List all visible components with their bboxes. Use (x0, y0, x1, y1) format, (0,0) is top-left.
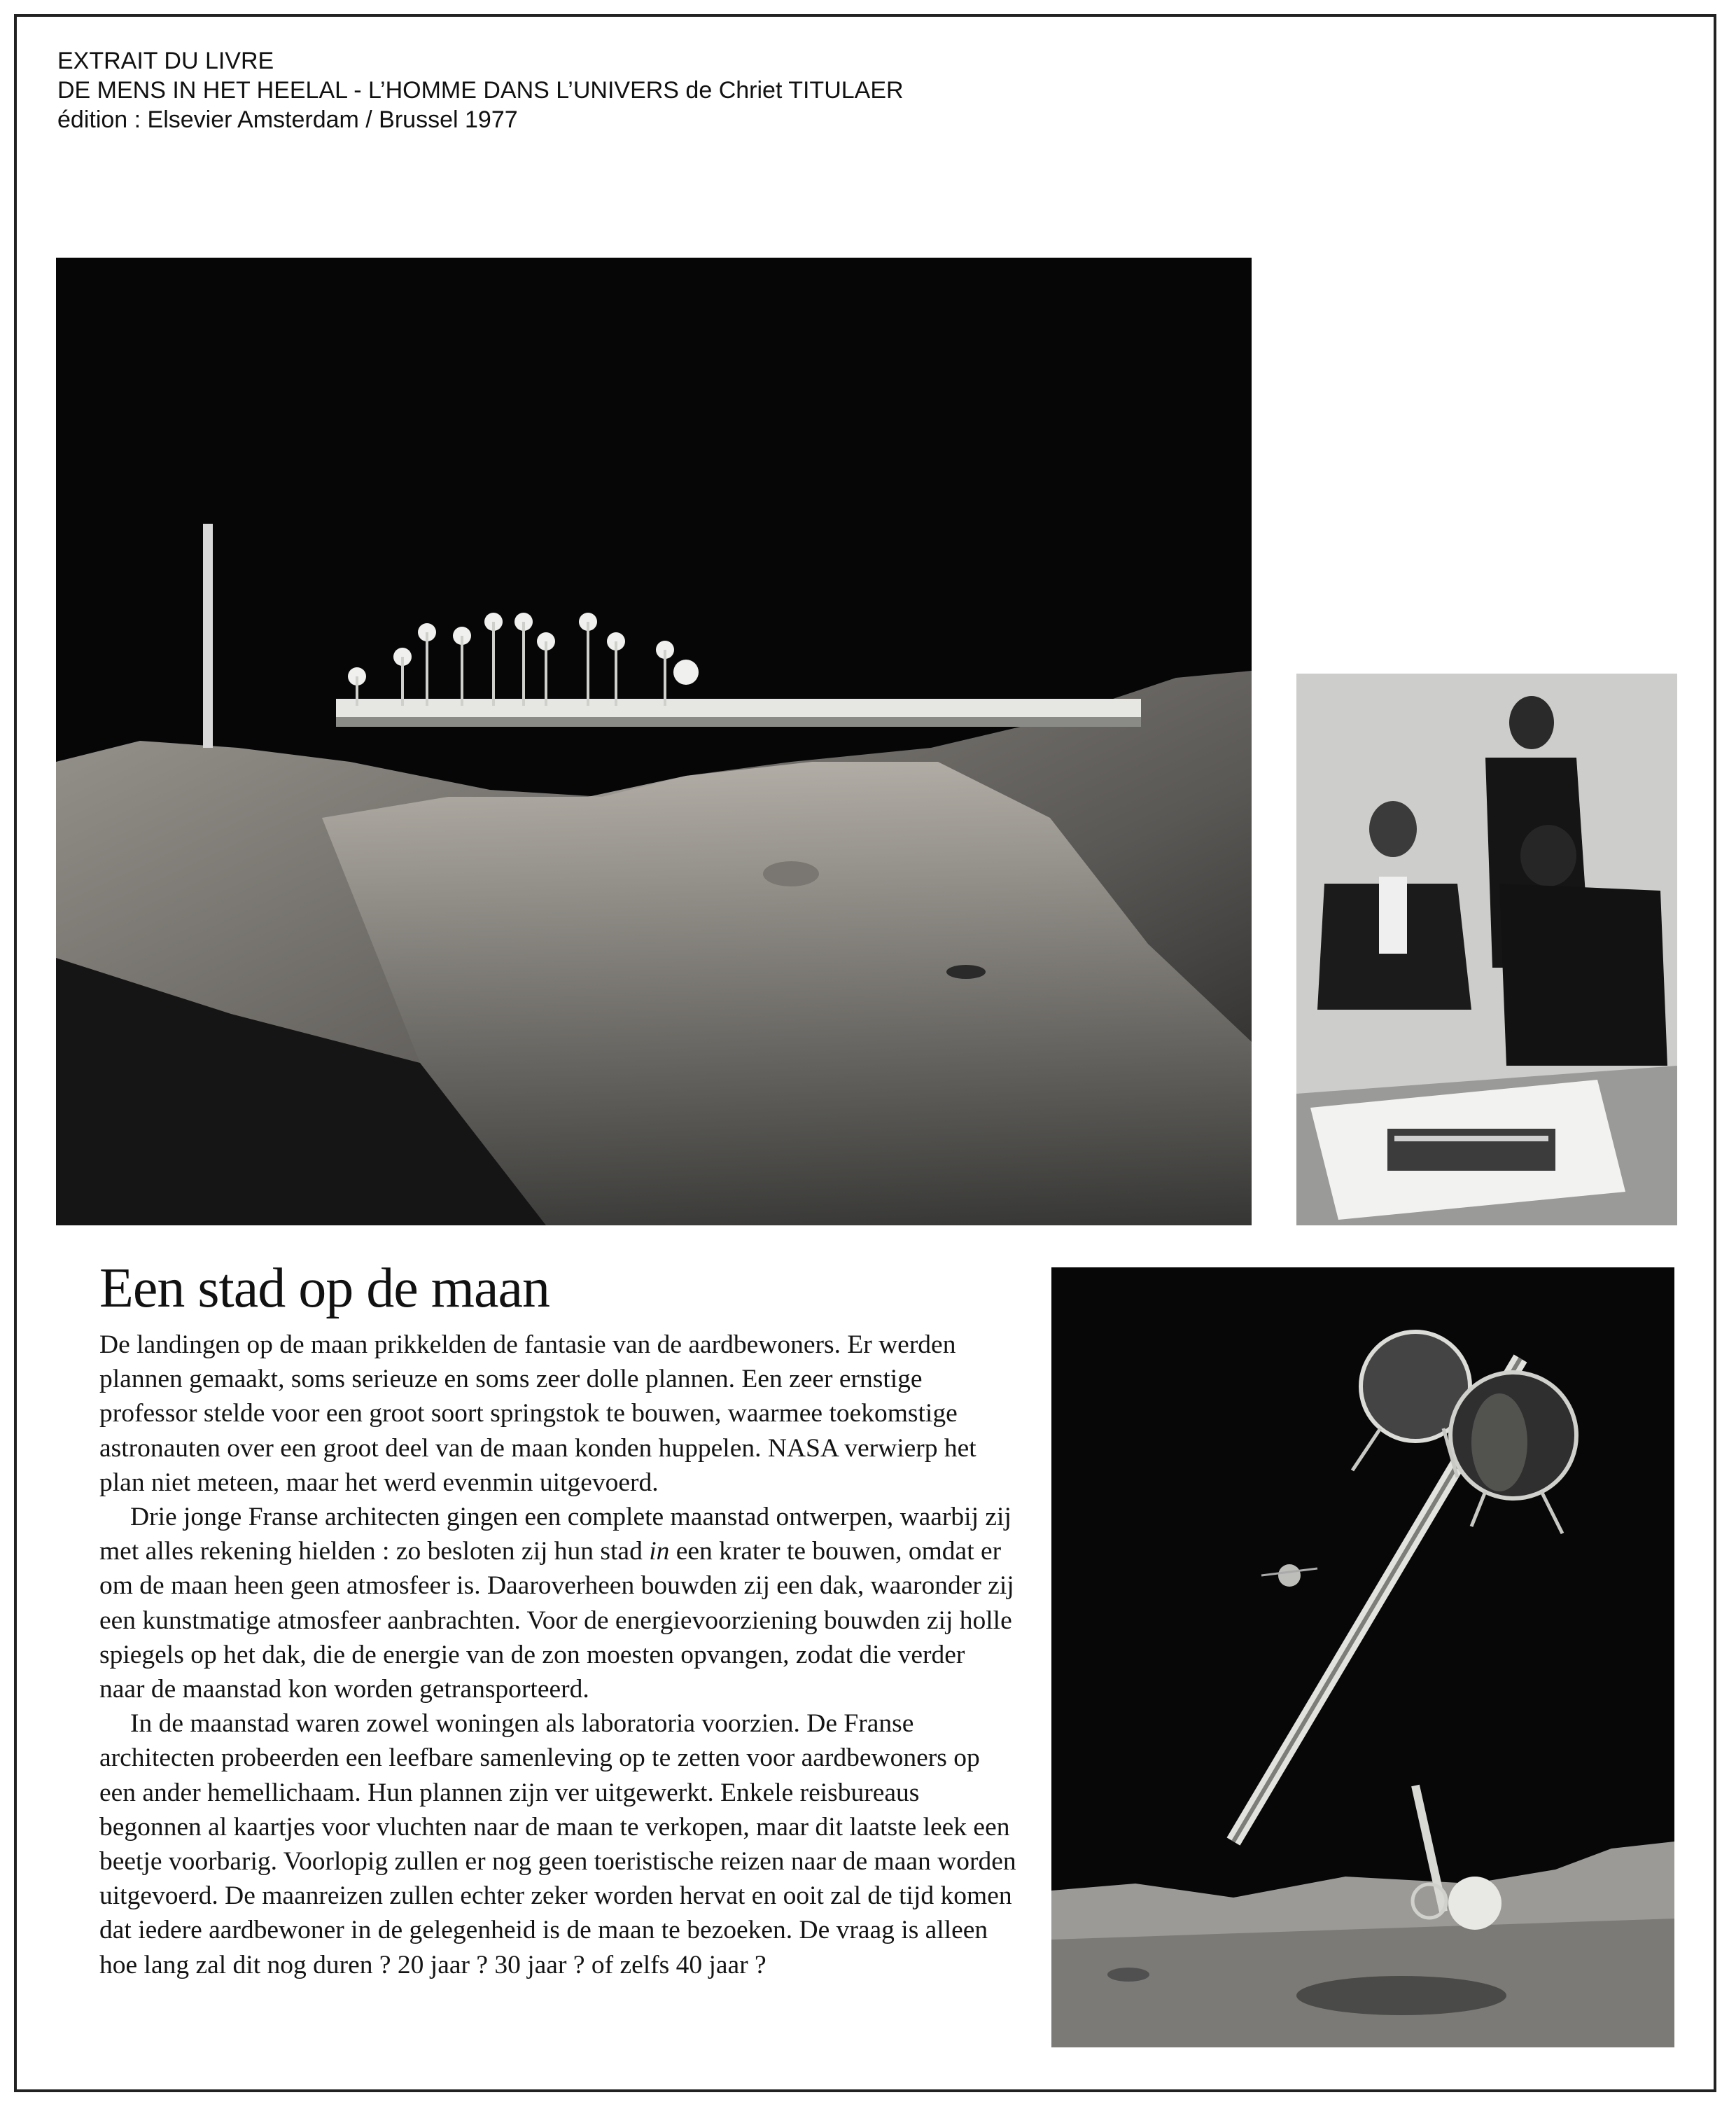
article-emphasis: in (649, 1537, 670, 1566)
moon-pogo-stick-illustration (1051, 1267, 1674, 2047)
article-paragraph (99, 1500, 1016, 1706)
article-paragraph-text: een krater te bouwen, omdat er om de maan heen geen atmosfeer is. Daaroverheen bouwden zij een dak, waaronder zij een kunstmatige atmosfeer aanbrachten. Voor de energievoorziening bouwden zij holle spiegels op het dak, die de energie van de zon moesten opvangen, zodat die verder naar de maanstad kon worden getransporteerd. (99, 1537, 1014, 1704)
article-paragraph: In de maanstad waren zowel woningen als laboratoria voorzien. De Franse architecten probeerden een leefbare samenleving op te zetten voor aardbewoners op een ander hemellichaam. Hun plannen zijn ver uitgewerkt. Enkele reisbureaus begonnen al kaartjes voor vluchten naar de maan te verkopen, maar dit laatste leek een beetje voorbarig. Voorlopig zullen er nog geen toeristische reizen naar de maan worden uitgevoerd. De maanreizen zullen echter zeker worden hervat en ooit zal de tijd komen dat iedere aardbewoner in de gelegenheid is de maan te bezoeken. De vraag is alleen hoe lang zal dit nog duren ? 20 jaar ? 30 jaar ? of zelfs 40 jaar ? (99, 1709, 1016, 1979)
article-title: Een stad op de maan (99, 1258, 550, 1319)
header-line-label: EXTRAIT DU LIVRE (57, 48, 274, 74)
moon-city-model-photo (56, 258, 1252, 1225)
header-line-title: DE MENS IN HET HEELAL - L’HOMME DANS L’UNIVERS de Chriet TITULAER (57, 77, 904, 104)
article-body (99, 1328, 1016, 1982)
article-paragraph: De landingen op de maan prikkelden de fantasie van de aardbewoners. Er werden plannen gemaakt, soms serieuze en soms zeer dolle plannen. Een zeer ernstige professor stelde voor een groot soort springstok te bouwen, waarmee toekomstige astronauten over een groot deel van de maan konden huppelen. NASA verwierp het plan niet meteen, maar het werd evenmin uitgevoerd. (99, 1330, 976, 1497)
architects-photo (1296, 674, 1677, 1225)
header-line-edition: édition : Elsevier Amsterdam / Brussel 1977 (57, 106, 518, 133)
book-excerpt-header (57, 46, 1247, 134)
article-paragraph-text: Drie jonge Franse architecten gingen een complete maanstad ontwerpen, waarbij zij met alles rekening hielden : zo besloten zij hun stad (99, 1503, 1011, 1566)
